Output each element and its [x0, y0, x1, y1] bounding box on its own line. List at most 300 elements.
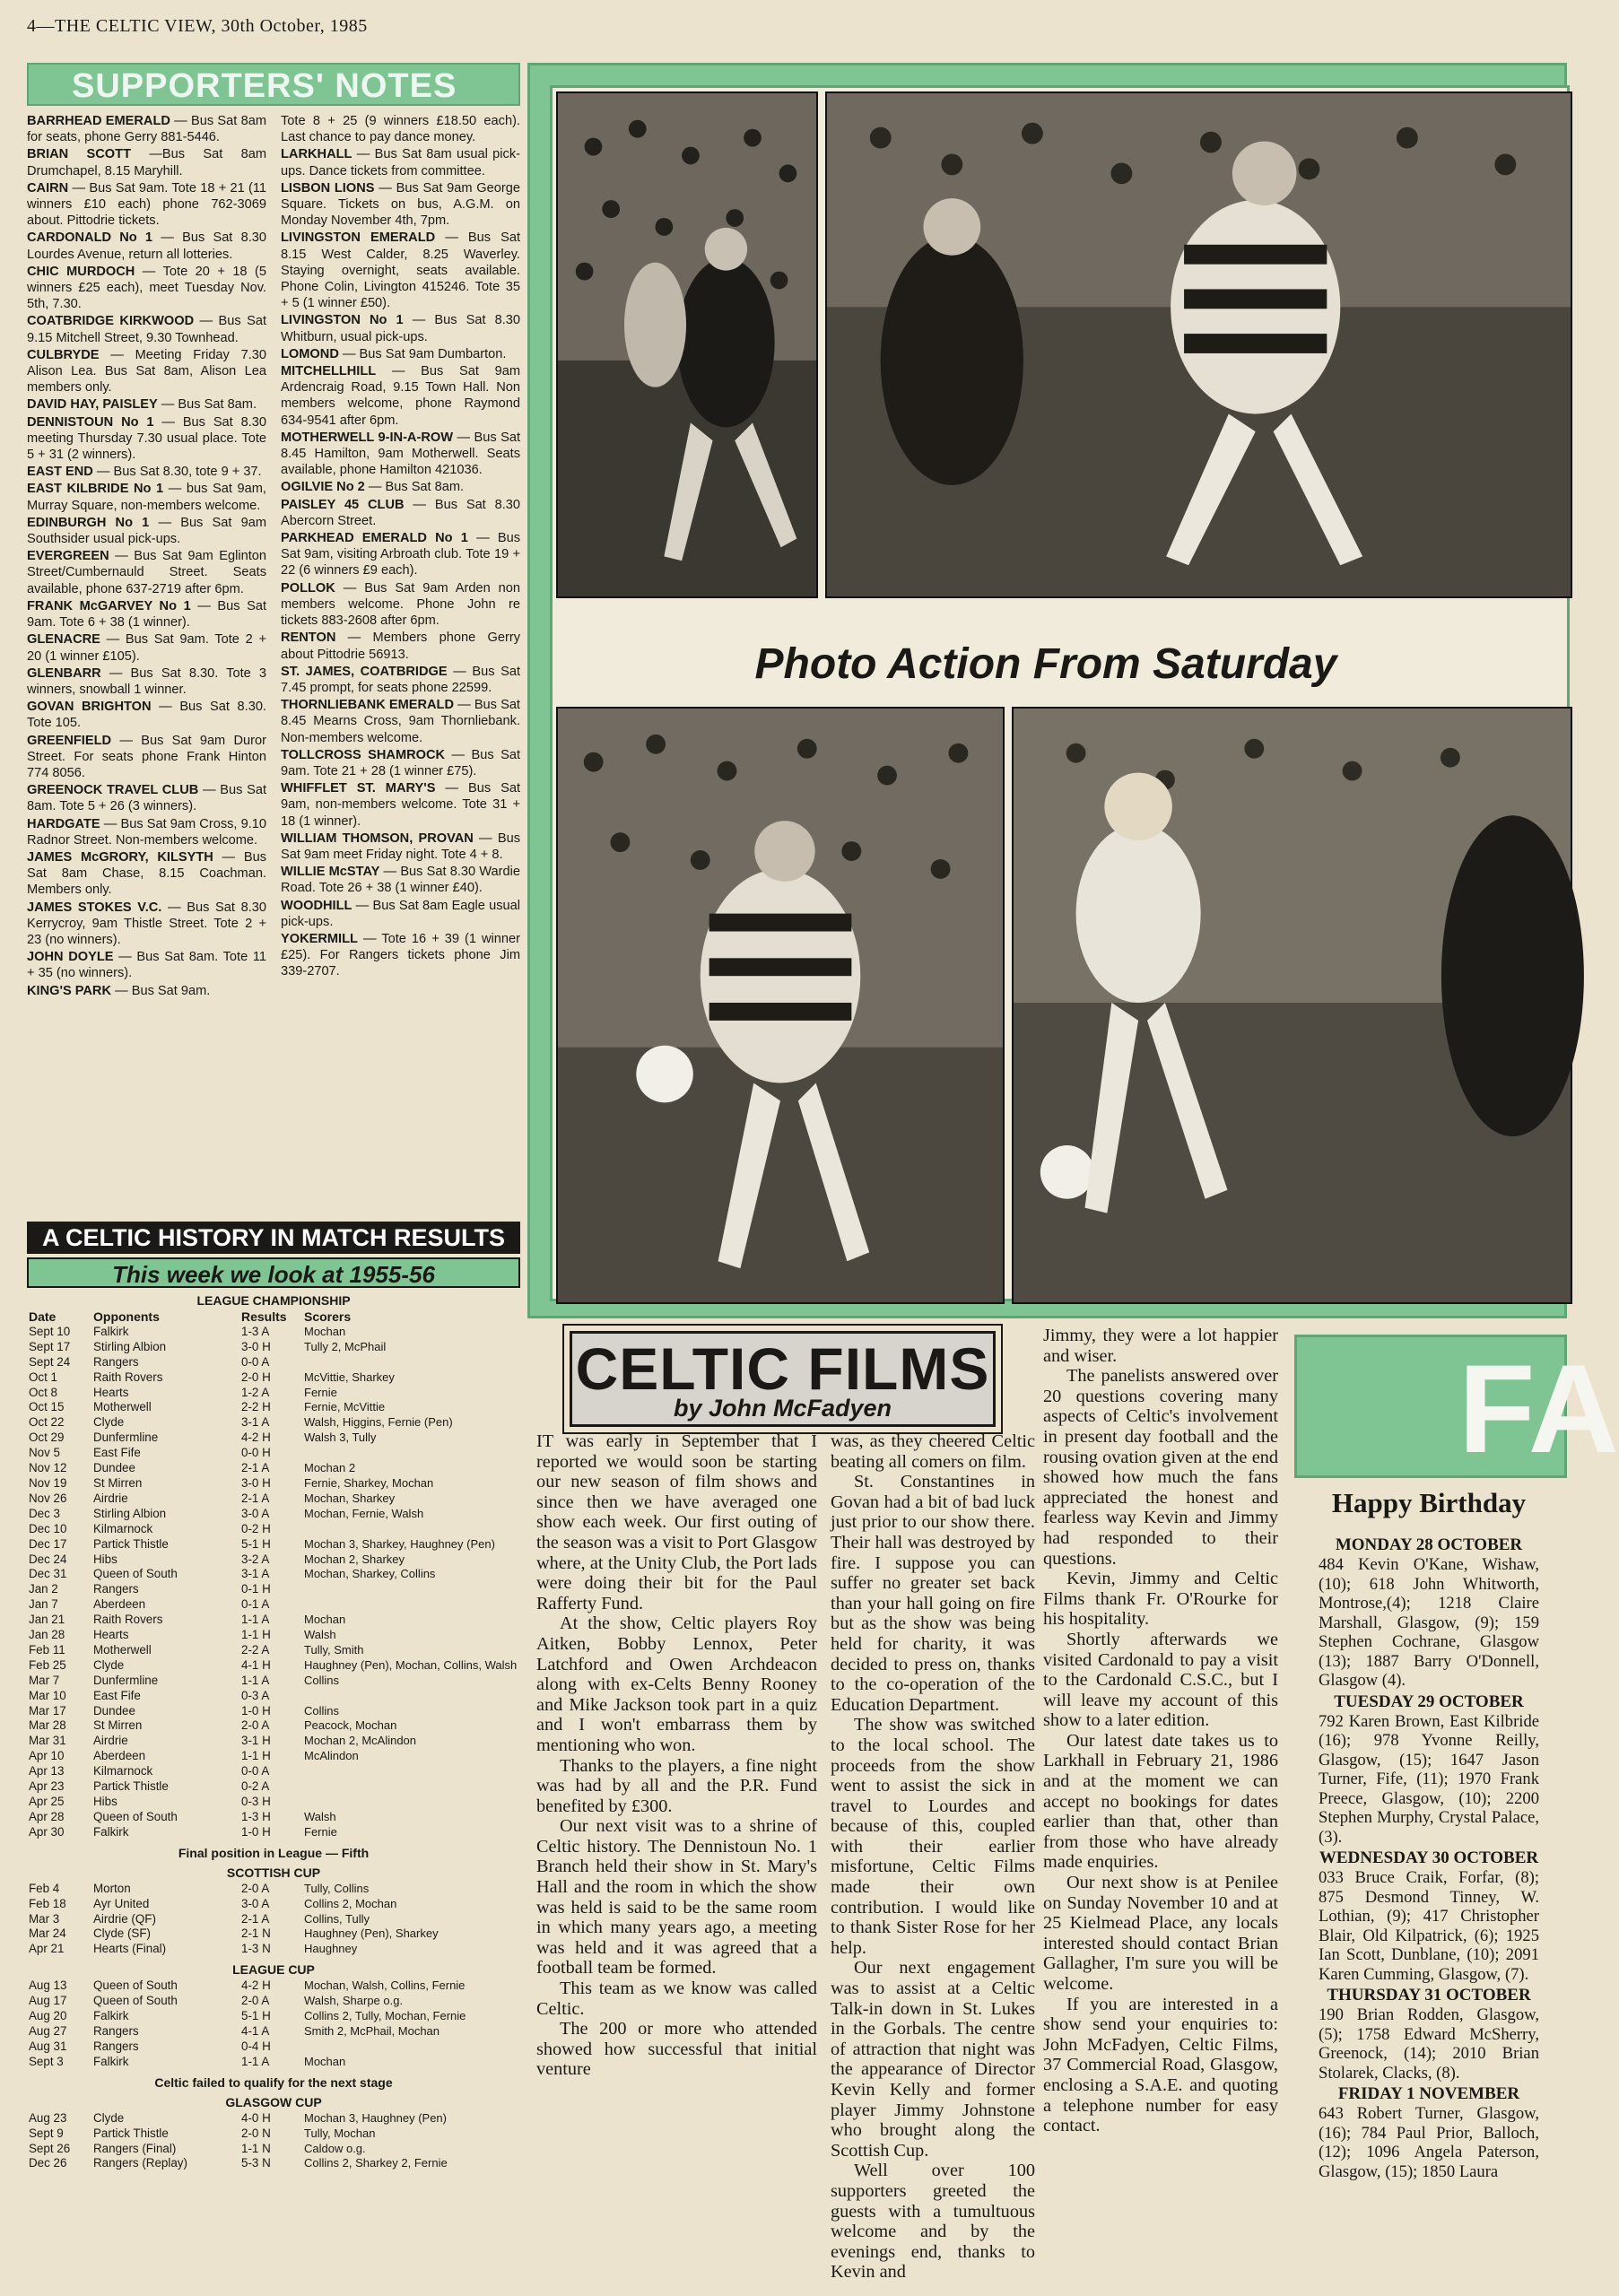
match-date: Apr 10: [29, 1749, 65, 1763]
result: 0-2 A: [241, 1779, 270, 1794]
club-name: PAISLEY 45 CLUB: [281, 497, 405, 512]
club-notice: — Members phone Gerry about Pittodrie 56913.: [281, 631, 520, 662]
match-date: Oct 22: [29, 1415, 65, 1430]
opponent: Clyde: [93, 1415, 125, 1430]
supporters-entry: [281, 530, 520, 579]
league-cup-note: Celtic failed to qualify for the next stage: [154, 2074, 393, 2090]
table-row: [27, 1810, 520, 1825]
club-notice: — bus Sat 9am, Murray Square, non-members welcome.: [27, 482, 266, 513]
scorers: Haughney: [304, 1942, 358, 1956]
happy-birthday-title: Happy Birthday: [1331, 1487, 1527, 1518]
club-name: GLENACRE: [27, 632, 100, 648]
scorers: Collins: [304, 1673, 340, 1687]
supporters-entry: [281, 580, 520, 630]
match-date: Oct 29: [29, 1431, 65, 1445]
club-name: JAMES STOKES V.C.: [27, 900, 162, 915]
table-row: [27, 1340, 520, 1355]
table-row: [27, 2055, 520, 2070]
match-date: Aug 13: [29, 1979, 67, 1993]
table-row: [27, 1370, 520, 1386]
club-name: KING'S PARK: [27, 983, 112, 998]
match-date: Apr 23: [29, 1779, 65, 1794]
supporters-entry: [27, 598, 266, 631]
supporters-entry: [27, 230, 266, 262]
club-name: CAIRN: [27, 180, 69, 196]
result: 1-1 H: [241, 1628, 271, 1642]
article-paragraph: If you are interested in a show send your enquiries to: John McFadyen, Celtic Films, 37 Commercial Road, Glasgow, enclosing a S.A.E. and quoting a telephone number for easy contact.: [1043, 1994, 1278, 2136]
supporters-entry: [281, 630, 520, 662]
birthday-names: 033 Bruce Craik, Forfar, (8); 875 Desmond Tinney, W. Lothian, (9); 417 Christopher Blair, Old Kilpatrick, (6); 1925 Ian Scott, Dunblane, (10); 2091 Karen Cumming, Glasgow, (7).: [1319, 1868, 1539, 1984]
club-notice: — Bus Sat 9am Dumbarton.: [338, 346, 507, 361]
scorers: [302, 1795, 520, 1810]
supporters-entry: [281, 180, 520, 230]
supporters-entry: [27, 949, 266, 981]
supporters-entry: [281, 747, 520, 779]
article-paragraph: IT was early in September that I reported we would soon be starting our new season of film shows and since then we have averaged one show each week. Our first outing of the season was a visit to Port Glasgow where, at the Unity Club, the Port lads were doing their bit for the Paul Rafferty Fund.: [536, 1431, 817, 1613]
scorers: [302, 1779, 520, 1795]
col-header-scorers: Scorers: [304, 1309, 352, 1324]
supporters-entry: [27, 816, 266, 848]
article-paragraph: Our next show is at Penilee on Sunday November 10 and at 25 Kielmead Place, any locals interested should contact Brian Gallagher, I'm sure you will be welcome.: [1043, 1873, 1278, 1994]
opponent: Ayr United: [93, 1896, 150, 1910]
action-photo-3: [556, 707, 1005, 1304]
club-notice: — Bus Sat 8am Chase, 8.15 Coachman. Members only.: [27, 849, 266, 898]
club-notice: — Bus Sat 9am, non-members welcome. Tote 31 + 18 (1 winner).: [281, 781, 521, 829]
club-name: LISBON LIONS: [281, 180, 375, 196]
result: 0-4 H: [241, 2039, 271, 2053]
club-name: LARKHALL: [281, 147, 353, 162]
opponent: Queen of South: [93, 1979, 178, 1993]
match-date: Nov 5: [29, 1446, 60, 1460]
glasgow-cup-table: [27, 2111, 520, 2172]
match-date: Mar 17: [29, 1703, 66, 1718]
club-name: OGILVIE No 2: [281, 480, 365, 495]
result: 0-0 A: [241, 1354, 270, 1369]
scorers: Fernie, McVittie: [304, 1400, 386, 1414]
result: 2-1 A: [241, 1911, 270, 1926]
club-notice: — Bus Sat 8.30. Tote 3 winners, snowball 1 winner.: [27, 665, 266, 697]
supporters-notes-banner: SUPPORTERS' NOTES: [27, 63, 520, 106]
club-name: WHIFFLET ST. MARY'S: [281, 781, 436, 796]
match-date: Dec 10: [29, 1521, 67, 1535]
table-row: [27, 1994, 520, 2009]
club-notice: — Bus Sat 8.30. Tote 105.: [27, 700, 266, 731]
article-paragraph: This team as we know was called Celtic.: [536, 1979, 817, 2019]
celtic-films-byline: by John McFadyen: [673, 1395, 892, 1422]
scorers: McVittie, Sharkey: [304, 1370, 395, 1384]
scorers: [302, 1446, 520, 1461]
article-paragraph: The show was switched to the local school. The proceeds from the show went to assist the sick in travel to Lourdes and because of this, coupled with their earlier misfortune, Celtic Films made their own contribution. I would like to thank Sister Rose for her help.: [831, 1715, 1035, 1958]
match-date: Nov 12: [29, 1461, 67, 1475]
table-row: [27, 1704, 520, 1719]
supporters-entry: [27, 113, 266, 145]
result: 1-0 H: [241, 1824, 271, 1839]
scorers: Mochan 3, Haughney (Pen): [304, 2110, 447, 2125]
opponent: Queen of South: [93, 1567, 178, 1581]
opponent: Rangers: [93, 2039, 139, 2053]
opponent: Falkirk: [93, 2009, 129, 2023]
club-name: BRIAN SCOTT: [27, 147, 131, 162]
match-date: Aug 23: [29, 2110, 67, 2125]
supporters-entry: [27, 900, 266, 949]
opponent: Stirling Albion: [93, 1506, 167, 1520]
scorers: Mochan, Fernie, Walsh: [304, 1506, 424, 1520]
result: 0-3 H: [241, 1795, 271, 1808]
club-name: GREENFIELD: [27, 733, 112, 748]
scorers: [302, 1355, 520, 1370]
club-name: MOTHERWELL 9-IN-A-ROW: [281, 430, 453, 445]
supporters-entry: [281, 864, 520, 896]
opponent: Dunfermline: [93, 1431, 159, 1445]
supporters-entry: [281, 363, 520, 429]
club-name: DENNISTOUN No 1: [27, 414, 154, 430]
match-date: Mar 7: [29, 1673, 60, 1687]
club-name: CARDONALD No 1: [27, 230, 153, 246]
scorers: Collins: [304, 1703, 340, 1718]
result: 2-2 H: [241, 1400, 271, 1414]
birthdays-section: [1319, 1487, 1539, 2183]
league-cup-title: LEAGUE CUP: [232, 1962, 315, 1978]
club-notice: — Tote 16 + 39 (1 winner £25). For Rangers tickets phone Jim 339-2707.: [281, 931, 520, 979]
result: 0-1 A: [241, 1597, 270, 1612]
result: 0-2 H: [241, 1521, 271, 1535]
result: 5-3 N: [241, 2156, 271, 2170]
result: 5-1 H: [241, 2009, 271, 2023]
opponent: Airdrie: [93, 1734, 128, 1748]
table-row: [27, 1597, 520, 1613]
col-header-opponents: Opponents: [93, 1309, 160, 1324]
match-date: Dec 24: [29, 1552, 67, 1566]
club-notice: — Bus Sat 9am Ardencraig Road, 9.15 Town Hall. Non members welcome, phone Raymond 634-9541 after 6pm.: [281, 364, 520, 428]
club-notice: — Bus Sat 9am. Tote 2 + 20 (1 winner £105).: [27, 632, 266, 664]
club-notice: — Bus Sat 7.45 prompt, for seats phone 22599.: [281, 664, 521, 695]
result: 2-0 A: [241, 1881, 270, 1895]
opponent: Falkirk: [93, 2054, 129, 2068]
table-row: [27, 2142, 520, 2157]
scorers: Mochan: [304, 1613, 346, 1627]
scorers: Mochan, Sharkey: [304, 1491, 396, 1505]
article-paragraph: Well over 100 supporters greeted the guests with a tumultuous welcome and by the evenings end, thanks to Kevin and: [831, 2161, 1035, 2283]
club-notice: — Bus Sat 9am, visiting Arbroath club. Tote 19 + 22 (6 winners £9 each).: [281, 531, 520, 578]
club-name: WILLIE McSTAY: [281, 865, 380, 880]
supporters-entry: [281, 312, 520, 344]
match-date: Dec 31: [29, 1567, 67, 1581]
scorers: Collins 2, Mochan: [304, 1896, 397, 1910]
club-notice: — Meeting Friday 7.30 Alison Lea. Bus Sat 8am, Alison Lea members only.: [27, 347, 266, 396]
match-date: Mar 28: [29, 1718, 66, 1733]
club-name: CULBRYDE: [27, 347, 100, 362]
result: 3-1 A: [241, 1415, 270, 1430]
supporters-entry: [27, 146, 266, 178]
table-row: [27, 2024, 520, 2039]
opponent: Rangers: [93, 2023, 139, 2038]
opponent: Hearts: [93, 1628, 129, 1642]
scorers: Mochan 2, McAlindon: [304, 1734, 417, 1748]
result: 1-2 A: [241, 1385, 270, 1399]
club-notice: — Bus Sat 8am usual pick-ups. Dance tickets from committee.: [281, 147, 520, 178]
club-name: FRANK McGARVEY No 1: [27, 598, 191, 613]
scorers: Fernie: [304, 1385, 337, 1399]
club-notice: — Bus Sat 8.30 Abercorn Street.: [281, 497, 520, 528]
article-paragraph: St. Constantines in Govan had a bit of bad luck just prior to our show there. Their hall was destroyed by fire. I suppose you can suffer no greater set back than your hall going on fire but as the show was being held for charity, it was decided to press on, thanks to the co-operation of the Education Department.: [831, 1472, 1035, 1715]
scorers: Haughney (Pen), Mochan, Collins, Walsh: [304, 1657, 518, 1672]
club-notice: — Bus Sat 8.30 Whitburn, usual pick-ups.: [281, 313, 520, 344]
supporters-entry: [281, 831, 520, 863]
result: 4-1 H: [241, 1657, 271, 1672]
result: 2-0 A: [241, 1718, 270, 1733]
article-paragraph: At the show, Celtic players Roy Aitken, Bobby Lennox, Peter Latchford and Owen Archdeacon along with ex-Celts Benny Rooney and Mike Jackson took part in a quiz and I won't embarrass them by mentioning who won.: [536, 1613, 817, 1755]
match-date: Sept 24: [29, 1354, 71, 1369]
table-row: [27, 1749, 520, 1764]
scottish-cup-title: SCOTTISH CUP: [226, 1865, 321, 1880]
table-row: [27, 1325, 520, 1340]
opponent: Clyde (SF): [93, 1926, 151, 1941]
opponent: East Fife: [93, 1446, 141, 1460]
match-date: Aug 31: [29, 2039, 67, 2053]
scorers: Smith 2, McPhail, Mochan: [304, 2023, 440, 2038]
supporters-entry: [27, 548, 266, 597]
match-date: Dec 3: [29, 1506, 60, 1520]
result: 3-0 H: [241, 1339, 271, 1353]
result: 0-3 A: [241, 1688, 270, 1702]
supporters-entry: [27, 782, 266, 814]
table-row: [27, 1355, 520, 1370]
scorers: McAlindon: [304, 1749, 359, 1763]
article-paragraph: Jimmy, they were a lot happier and wiser.: [1043, 1326, 1278, 1366]
club-notice: — Bus Sat 8am Eagle usual pick-ups.: [281, 898, 520, 929]
scorers: Mochan, Sharkey, Collins: [304, 1567, 436, 1581]
league-cup-table: [27, 1979, 520, 2069]
fan-club-banner: [1294, 1335, 1619, 1479]
scorers: Walsh 3, Tully: [304, 1431, 377, 1445]
table-row: [27, 1628, 520, 1643]
club-notice: — Bus Sat 8am. Tote 5 + 26 (3 winners).: [27, 783, 267, 814]
match-date: Mar 24: [29, 1926, 66, 1941]
match-date: Feb 11: [29, 1642, 65, 1657]
opponent: Kilmarnock: [93, 1764, 153, 1779]
supporters-entry: [27, 849, 266, 899]
result: 2-2 A: [241, 1642, 270, 1657]
table-row: [27, 1537, 520, 1552]
table-row: [27, 1386, 520, 1401]
match-date: Feb 4: [29, 1881, 60, 1895]
club-name: PARKHEAD EMERALD No 1: [281, 531, 468, 546]
table-row: [27, 1476, 520, 1492]
opponent: Rangers (Replay): [93, 2156, 187, 2170]
match-date: Apr 28: [29, 1809, 65, 1823]
birthday-names: 792 Karen Brown, East Kilbride (16); 978 Yvonne Reilly, Glasgow, (15); 1647 Jason Turner, Fife, (11); 1970 Frank Preece, Glasgow, (10); 2200 Stephen Murphy, Crystal Palace, (3).: [1319, 1711, 1539, 1847]
result: 0-1 H: [241, 1582, 271, 1596]
result: 1-3 H: [241, 1809, 271, 1823]
club-notice: — Bus Sat 9am Southsider usual pick-ups.: [27, 515, 266, 547]
history-section: [27, 1222, 520, 2289]
result: 1-1 A: [241, 1673, 270, 1687]
match-date: Feb 25: [29, 1657, 66, 1672]
match-date: Apr 13: [29, 1764, 65, 1779]
opponent: Dunfermline: [93, 1673, 159, 1687]
scorers: Collins 2, Sharkey 2, Fernie: [304, 2156, 448, 2170]
opponent: Rangers (Final): [93, 2141, 177, 2155]
final-position-note: Final position in League — Fifth: [178, 1845, 370, 1860]
opponent: Rangers: [93, 1582, 139, 1596]
photo-caption: Photo Action From Saturday: [754, 640, 1337, 688]
birthday-day-heading: MONDAY 28 OCTOBER: [1335, 1535, 1523, 1554]
table-row: [27, 2126, 520, 2142]
opponent: Motherwell: [93, 1400, 152, 1414]
fan-club-banner-letters: FA: [1458, 1338, 1619, 1479]
scorers: [302, 1582, 520, 1597]
club-name: EDINBURGH No 1: [27, 515, 150, 530]
table-row: [27, 1492, 520, 1507]
supporters-entry: [27, 464, 266, 480]
result: 4-0 H: [241, 2110, 271, 2125]
opponent: Morton: [93, 1881, 131, 1895]
scorers: Walsh, Higgins, Fernie (Pen): [304, 1415, 453, 1430]
supporters-entry: [281, 479, 520, 495]
club-notice: — Bus Sat 8am.: [364, 480, 465, 495]
supporters-entry: [281, 230, 520, 311]
match-date: Apr 21: [29, 1942, 65, 1956]
club-name: EAST KILBRIDE No 1: [27, 482, 164, 497]
match-date: Dec 26: [29, 2156, 67, 2170]
supporters-entry: [27, 631, 266, 664]
opponent: Hibs: [93, 1552, 118, 1566]
supporters-entry: [27, 264, 266, 313]
birthday-day-heading: THURSDAY 31 OCTOBER: [1327, 1986, 1531, 2005]
result: 0-0 H: [241, 1446, 271, 1460]
supporters-entry: [281, 898, 520, 930]
opponent: Hearts: [93, 1385, 129, 1399]
match-date: Sept 17: [29, 1339, 71, 1353]
table-row: [27, 1979, 520, 1994]
scorers: [302, 2039, 520, 2055]
opponent: Dundee: [93, 1461, 135, 1475]
supporters-entry: [27, 347, 266, 396]
supporters-entry: [281, 430, 520, 479]
opponent: Stirling Albion: [93, 1339, 167, 1353]
result: 4-2 H: [241, 1431, 271, 1445]
celtic-films-title-box: [570, 1331, 996, 1427]
celtic-films-column-2: [831, 1431, 1035, 2283]
table-row: [27, 1643, 520, 1658]
supporters-entry: [281, 146, 520, 178]
club-notice: — Bus Sat 8.45 Hamilton, 9am Motherwell. Seats available, phone Hamilton 421036.: [281, 430, 521, 478]
club-name: GOVAN BRIGHTON: [27, 700, 152, 715]
opponent: Clyde: [93, 1657, 125, 1672]
club-notice: — Bus Sat 8am.: [157, 397, 257, 413]
scorers: Tully, Mochan: [304, 2126, 376, 2140]
result: 4-1 A: [241, 2023, 270, 2038]
article-paragraph: Our next visit was to a shrine of Celtic history. The Dennistoun No. 1 Branch held their show in St. Mary's Hall and the room in which the show was held is said to be the same room in which many years ago, a meeting was held and it was agreed that a football team be formed.: [536, 1816, 817, 1979]
match-date: Jan 21: [29, 1613, 65, 1627]
club-name: EAST END: [27, 465, 93, 480]
supporters-entry: [281, 497, 520, 529]
result: 2-1 A: [241, 1491, 270, 1505]
club-notice: — Bus Sat 9am Arden non members welcome. Phone John re tickets 883-2608 after 6pm.: [281, 580, 520, 629]
supporters-entry: [281, 780, 520, 830]
club-notice: Tote 8 + 25 (9 winners £18.50 each). Last chance to pay dance money.: [281, 114, 520, 145]
table-row: [27, 1431, 520, 1446]
club-notice: — Bus Sat 9.15 Mitchell Street, 9.30 Townhead.: [27, 314, 267, 345]
match-date: Jan 7: [29, 1597, 58, 1612]
club-notice: — Bus Sat 8.30, tote 9 + 37.: [92, 465, 262, 480]
supporters-entry: [281, 697, 520, 746]
supporters-entry: [281, 664, 520, 696]
table-row: [27, 1446, 520, 1461]
result: 2-0 A: [241, 1994, 270, 2008]
scorers: Tully 2, McPhail: [304, 1339, 387, 1353]
result: 2-0 H: [241, 1370, 271, 1384]
match-date: Nov 19: [29, 1475, 67, 1490]
action-photo-2: [825, 91, 1572, 598]
match-date: Mar 3: [29, 1911, 60, 1926]
action-photo-4: [1012, 707, 1572, 1304]
table-row: [27, 2009, 520, 2024]
result: 3-0 A: [241, 1506, 270, 1520]
match-date: Aug 27: [29, 2023, 67, 2038]
table-row: [27, 1552, 520, 1568]
supporters-entry: [27, 733, 266, 782]
table-row: [27, 1779, 520, 1795]
opponent: East Fife: [93, 1688, 141, 1702]
club-name: BARRHEAD EMERALD: [27, 114, 170, 128]
table-row: [27, 1942, 520, 1957]
match-date: Dec 17: [29, 1536, 67, 1551]
club-notice: — Bus Sat 8.15 West Calder, 8.25 Waverley. Staying overnight, seats available. Phone Colin, Livington 415246. Tote 35 + 5 (1 winner £50).: [281, 230, 521, 311]
club-name: THORNLIEBANK EMERALD: [281, 698, 455, 713]
supporters-entry: [27, 313, 266, 345]
article-paragraph: Our latest date takes us to Larkhall in February 21, 1986 and at the moment we can accept no bookings for dates earlier than that, other than from those who have already made enquiries.: [1043, 1730, 1278, 1873]
result: 2-1 A: [241, 1461, 270, 1475]
scorers: Collins, Tully: [304, 1911, 370, 1926]
opponent: St Mirren: [93, 1718, 143, 1733]
scorers: [302, 1689, 520, 1704]
club-name: TOLLCROSS SHAMROCK: [281, 747, 446, 762]
supporters-entry: [281, 346, 520, 362]
article-paragraph: The 200 or more who attended showed how successful that initial venture: [536, 2019, 817, 2080]
club-name: ST. JAMES, COATBRIDGE: [281, 664, 448, 679]
opponent: Dundee: [93, 1703, 135, 1718]
club-name: GREENOCK TRAVEL CLUB: [27, 783, 199, 798]
glasgow-cup-title: GLASGOW CUP: [225, 2094, 322, 2109]
club-notice: — Bus Sat 8.30 Kerrycroy, 9am Thistle Street. Tote 2 + 23 (no winners).: [27, 900, 266, 947]
club-notice: — Bus Sat 9am meet Friday night. Tote 4 + 8.: [281, 831, 520, 862]
club-notice: —Bus Sat 8am Drumchapel, 8.15 Maryhill.: [27, 147, 266, 178]
club-notice: — Bus Sat 8.30 meeting Thursday 7.30 usual place. Tote 5 + 31 (2 winners).: [27, 414, 266, 463]
result: 1-1 N: [241, 2141, 271, 2155]
opponent: Raith Rovers: [93, 1370, 163, 1384]
club-name: YOKERMILL: [281, 931, 358, 946]
match-date: Jan 28: [29, 1628, 65, 1642]
scorers: Mochan, Walsh, Collins, Fernie: [304, 1979, 466, 1993]
match-date: Apr 30: [29, 1824, 65, 1839]
supporters-column-2: [281, 113, 520, 1000]
match-date: Sept 10: [29, 1324, 71, 1338]
scorers: Tully, Smith: [304, 1642, 364, 1657]
table-row: [27, 1764, 520, 1779]
birthday-names: 190 Brian Rodden, Glasgow, (5); 1758 Edward McSherry, Greenock, (14); 2010 Brian Stolarek, Clacks, (8).: [1319, 2005, 1539, 2083]
history-subtitle: This week we look at 1955-56: [27, 1257, 520, 1288]
scorers: Fernie: [304, 1824, 337, 1839]
scorers: [302, 1522, 520, 1537]
opponent: Motherwell: [93, 1642, 152, 1657]
table-row: [27, 2039, 520, 2055]
birthday-day-heading: WEDNESDAY 30 OCTOBER: [1319, 1848, 1539, 1867]
scorers: Walsh: [304, 1628, 336, 1642]
result: 3-0 H: [241, 1475, 271, 1490]
supporters-notes-section: [27, 63, 520, 1220]
table-row: [27, 1658, 520, 1674]
